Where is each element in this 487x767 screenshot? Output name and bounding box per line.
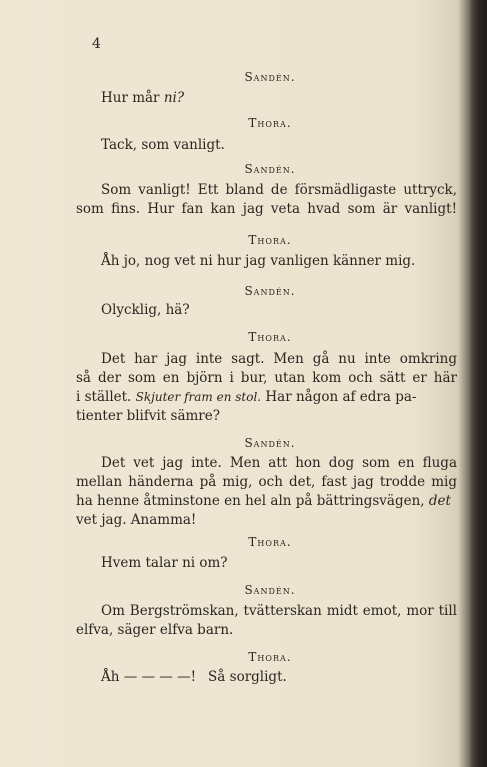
dialogue-line: Det har jag inte sagt. Men gå nu inte omkring <box>101 351 457 367</box>
speaker-label: Thora. <box>248 650 292 664</box>
speaker-label: Thora. <box>248 535 292 549</box>
speaker-label: Sandén. <box>244 70 296 84</box>
dialogue-line: Olycklig, hä? <box>101 302 190 318</box>
dialogue-line: Det vet jag inte. Men att hon dog som en fluga <box>101 455 457 471</box>
speaker-label: Sandén. <box>244 583 296 597</box>
dialogue-line: Hur mår ni? <box>101 90 185 106</box>
dialogue-line: mellan händerna på mig, och det, fast jag trodde mig <box>76 474 457 490</box>
dialogue-line: Som vanligt! Ett bland de försmädligaste uttryck, <box>101 182 457 198</box>
speaker-label: Sandén. <box>244 436 296 450</box>
dialogue-line: Om Bergströmskan, tvätterskan midt emot, mor till <box>101 603 457 619</box>
dialogue-line: Åh — — — —! Så sorgligt. <box>101 669 287 685</box>
dialogue-line: tienter blifvit sämre? <box>76 408 220 424</box>
speaker-label: Sandén. <box>244 162 296 176</box>
speaker-label: Thora. <box>248 116 292 130</box>
speaker-label: Thora. <box>248 233 292 247</box>
dialogue-line: som fins. Hur fan kan jag veta hvad som är vanligt! <box>76 201 457 217</box>
dialogue-line: Åh jo, nog vet ni hur jag vanligen känner mig. <box>101 253 416 269</box>
dialogue-line: Tack, som vanligt. <box>101 137 225 153</box>
dialogue-line: vet jag. Anamma! <box>76 512 197 528</box>
dialogue-line: Hvem talar ni om? <box>101 555 228 571</box>
page-number: 4 <box>92 36 101 52</box>
speaker-label: Sandén. <box>244 284 296 298</box>
dialogue-line: ha henne åtminstone en hel aln på bättringsvägen, det <box>76 493 451 509</box>
dialogue-line: i stället. Skjuter fram en stol. Har någon af edra pa- <box>76 389 417 405</box>
dialogue-line: så der som en björn i bur, utan kom och sätt er här <box>76 370 457 386</box>
speaker-label: Thora. <box>248 330 292 344</box>
dialogue-line: elfva, säger elfva barn. <box>76 622 234 638</box>
